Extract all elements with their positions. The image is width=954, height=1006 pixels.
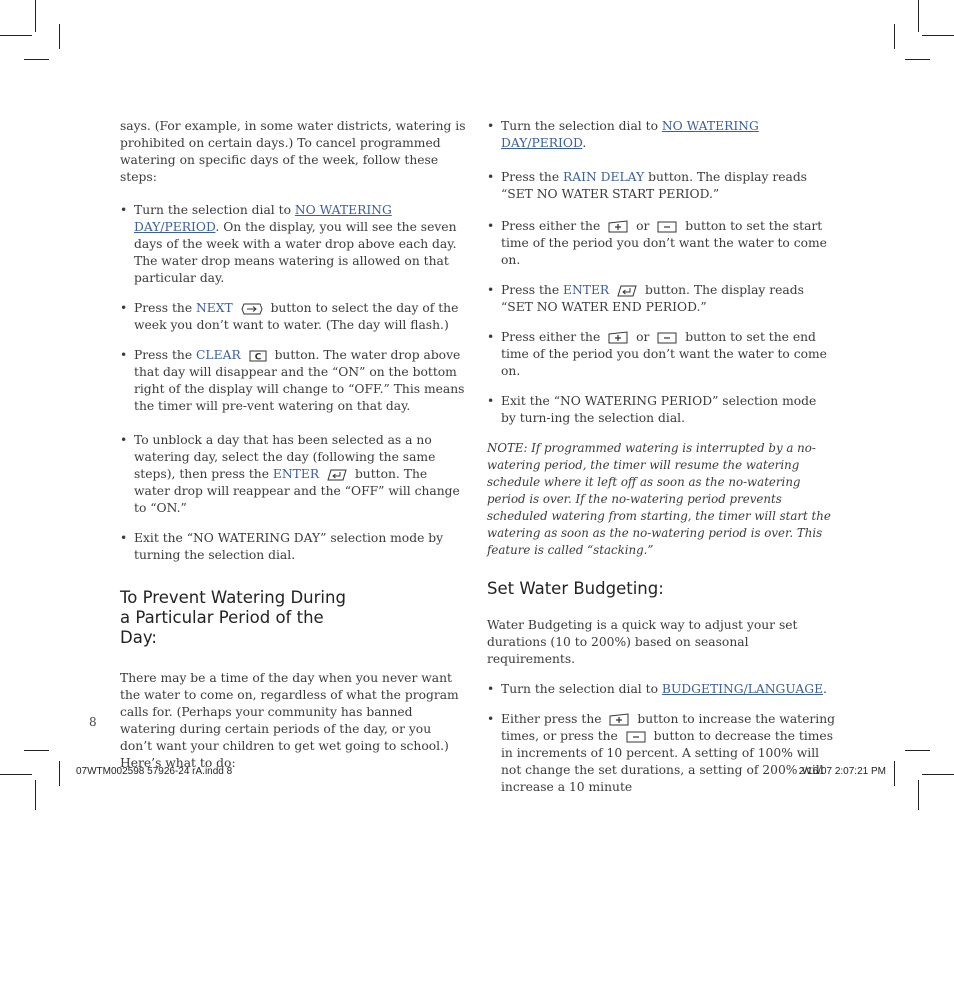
- intro-paragraph: says. (For example, in some water districts, watering is prohibited on certain days.) To cancel programmed watering on specific days of the week, follow these steps:: [120, 119, 466, 184]
- item-text: Turn the selection dial to: [501, 119, 662, 133]
- enter-button-icon: [327, 469, 347, 481]
- minus-button-icon: [657, 332, 677, 344]
- list-item: [120, 300, 466, 334]
- svg-text:C: C: [254, 352, 261, 362]
- item-text: . On the display, you will see the seven days of the week with a water drop above each day. The water drop means watering is allowed on that particular day.: [134, 220, 457, 285]
- list-item: • Exit the “NO WATERING PERIOD” selection mode by turn-ing the selection dial.: [487, 393, 835, 427]
- slug-left: 07WTM002598 57926-24 rA.indd 8: [76, 766, 233, 777]
- item-text: To unblock a day that has been selected as a no watering day, select the day (following the same steps), then press the: [134, 433, 436, 481]
- list-item: [487, 118, 835, 152]
- section-heading: Set Water Budgeting:: [487, 579, 664, 598]
- dial-setting-link[interactable]: BUDGETING/LANGUAGE: [661, 682, 824, 696]
- crop-mark: [35, 0, 36, 32]
- item-text: Press the: [134, 348, 197, 362]
- enter-button-label: ENTER: [563, 283, 610, 297]
- item-text: Either press the: [501, 712, 606, 726]
- crop-mark: [894, 24, 895, 49]
- dial-setting-link[interactable]: NO WATERING DAY/PERIOD: [501, 119, 759, 150]
- item-text: button to increase the watering times, or press the: [501, 712, 835, 743]
- crop-mark: [24, 750, 49, 751]
- item-text: button to set the end time of the period you don’t want the water to come on.: [501, 330, 827, 378]
- item-text: Press the: [134, 301, 197, 315]
- right-column: [487, 118, 835, 796]
- item-text: Turn the selection dial to: [501, 682, 662, 696]
- next-button-label: NEXT: [196, 301, 233, 315]
- item-text: or: [636, 219, 654, 233]
- crop-mark: [918, 0, 919, 32]
- list-item: [120, 202, 466, 287]
- crop-mark: [35, 780, 36, 810]
- plus-button-icon: [608, 220, 628, 233]
- minus-button-icon: [626, 731, 646, 743]
- list-item: [487, 282, 835, 316]
- crop-mark: [24, 59, 49, 60]
- note-paragraph: NOTE: If programmed watering is interrupted by a no-watering period, the timer will resume the watering schedule where it left off as soon as the no-watering period is over. If the no-watering period prevents scheduled watering from starting, the timer will start the watering as soon as the no-watering period is over. This feature is called “stacking.”: [487, 441, 831, 557]
- plus-button-icon: [609, 713, 629, 726]
- page-number: 8: [89, 715, 97, 729]
- item-text: button to set the start time of the period you don’t want the water to come on.: [501, 219, 827, 267]
- plus-button-icon: [608, 331, 628, 344]
- list-item: [487, 329, 835, 380]
- list-item: [487, 169, 835, 203]
- clear-button-label: CLEAR: [196, 348, 241, 362]
- next-button-icon: [241, 303, 263, 315]
- crop-mark: [894, 761, 895, 786]
- clear-button-icon: [249, 350, 267, 362]
- item-text: .: [823, 682, 827, 696]
- item-text: Press either the: [501, 219, 605, 233]
- section-paragraph: There may be a time of the day when you never want the water to come on, regardless of what the program calls for. (Perhaps your community has banned watering during certain periods of the day, or you don’t want your children to get wet going to school.) Here’s what to do:: [120, 671, 459, 770]
- crop-mark: [922, 774, 954, 775]
- crop-mark: [922, 35, 954, 36]
- item-text: Press the: [501, 283, 564, 297]
- enter-button-icon: [617, 285, 637, 297]
- crop-mark: [59, 761, 60, 786]
- crop-mark: [905, 750, 930, 751]
- dial-setting-link[interactable]: NO WATERING DAY/PERIOD: [134, 203, 392, 234]
- item-text: button. The water drop above that day will disappear and the “ON” on the bottom right of the display will change to “OFF.” This means the timer will pre-vent watering on that day.: [134, 348, 465, 413]
- section-heading: To Prevent Watering During a Particular Period of the Day:: [120, 588, 346, 647]
- list-item: [487, 218, 835, 269]
- item-text: button. The water drop will reappear and the “OFF” will change to “ON.”: [134, 467, 460, 515]
- item-text: Press either the: [501, 330, 605, 344]
- list-item: [487, 681, 835, 698]
- crop-mark: [59, 24, 60, 49]
- section-paragraph: Water Budgeting is a quick way to adjust your set durations (10 to 200%) based on seasonal requirements.: [487, 618, 798, 666]
- item-text: button to decrease the times in increments of 10 percent. A setting of 100% will not change the set durations, a setting of 200% will increase a 10 minute: [501, 729, 834, 794]
- item-text: Turn the selection dial to: [134, 203, 295, 217]
- item-text: button. The display reads “SET NO WATER START PERIOD.”: [501, 170, 807, 201]
- item-text: Press the: [501, 170, 564, 184]
- slug-right: 2/16/07 2:07:21 PM: [798, 766, 886, 777]
- list-item: • Exit the “NO WATERING DAY” selection mode by turning the selection dial.: [120, 530, 466, 564]
- rain-delay-button-label: RAIN DELAY: [563, 170, 645, 184]
- list-item: [487, 711, 835, 796]
- list-item: [120, 432, 466, 517]
- item-text: button to select the day of the week you don’t want to water. (The day will flash.): [134, 301, 459, 332]
- enter-button-label: ENTER: [272, 467, 320, 481]
- crop-mark: [0, 35, 32, 36]
- item-text: or: [636, 330, 654, 344]
- crop-mark: [905, 59, 930, 60]
- list-item: [120, 347, 466, 415]
- item-text: button. The display reads “SET NO WATER END PERIOD.”: [501, 283, 804, 314]
- left-column: [120, 118, 466, 772]
- item-text: .: [582, 136, 587, 150]
- minus-button-icon: [657, 221, 677, 233]
- crop-mark: [918, 780, 919, 810]
- crop-mark: [0, 774, 32, 775]
